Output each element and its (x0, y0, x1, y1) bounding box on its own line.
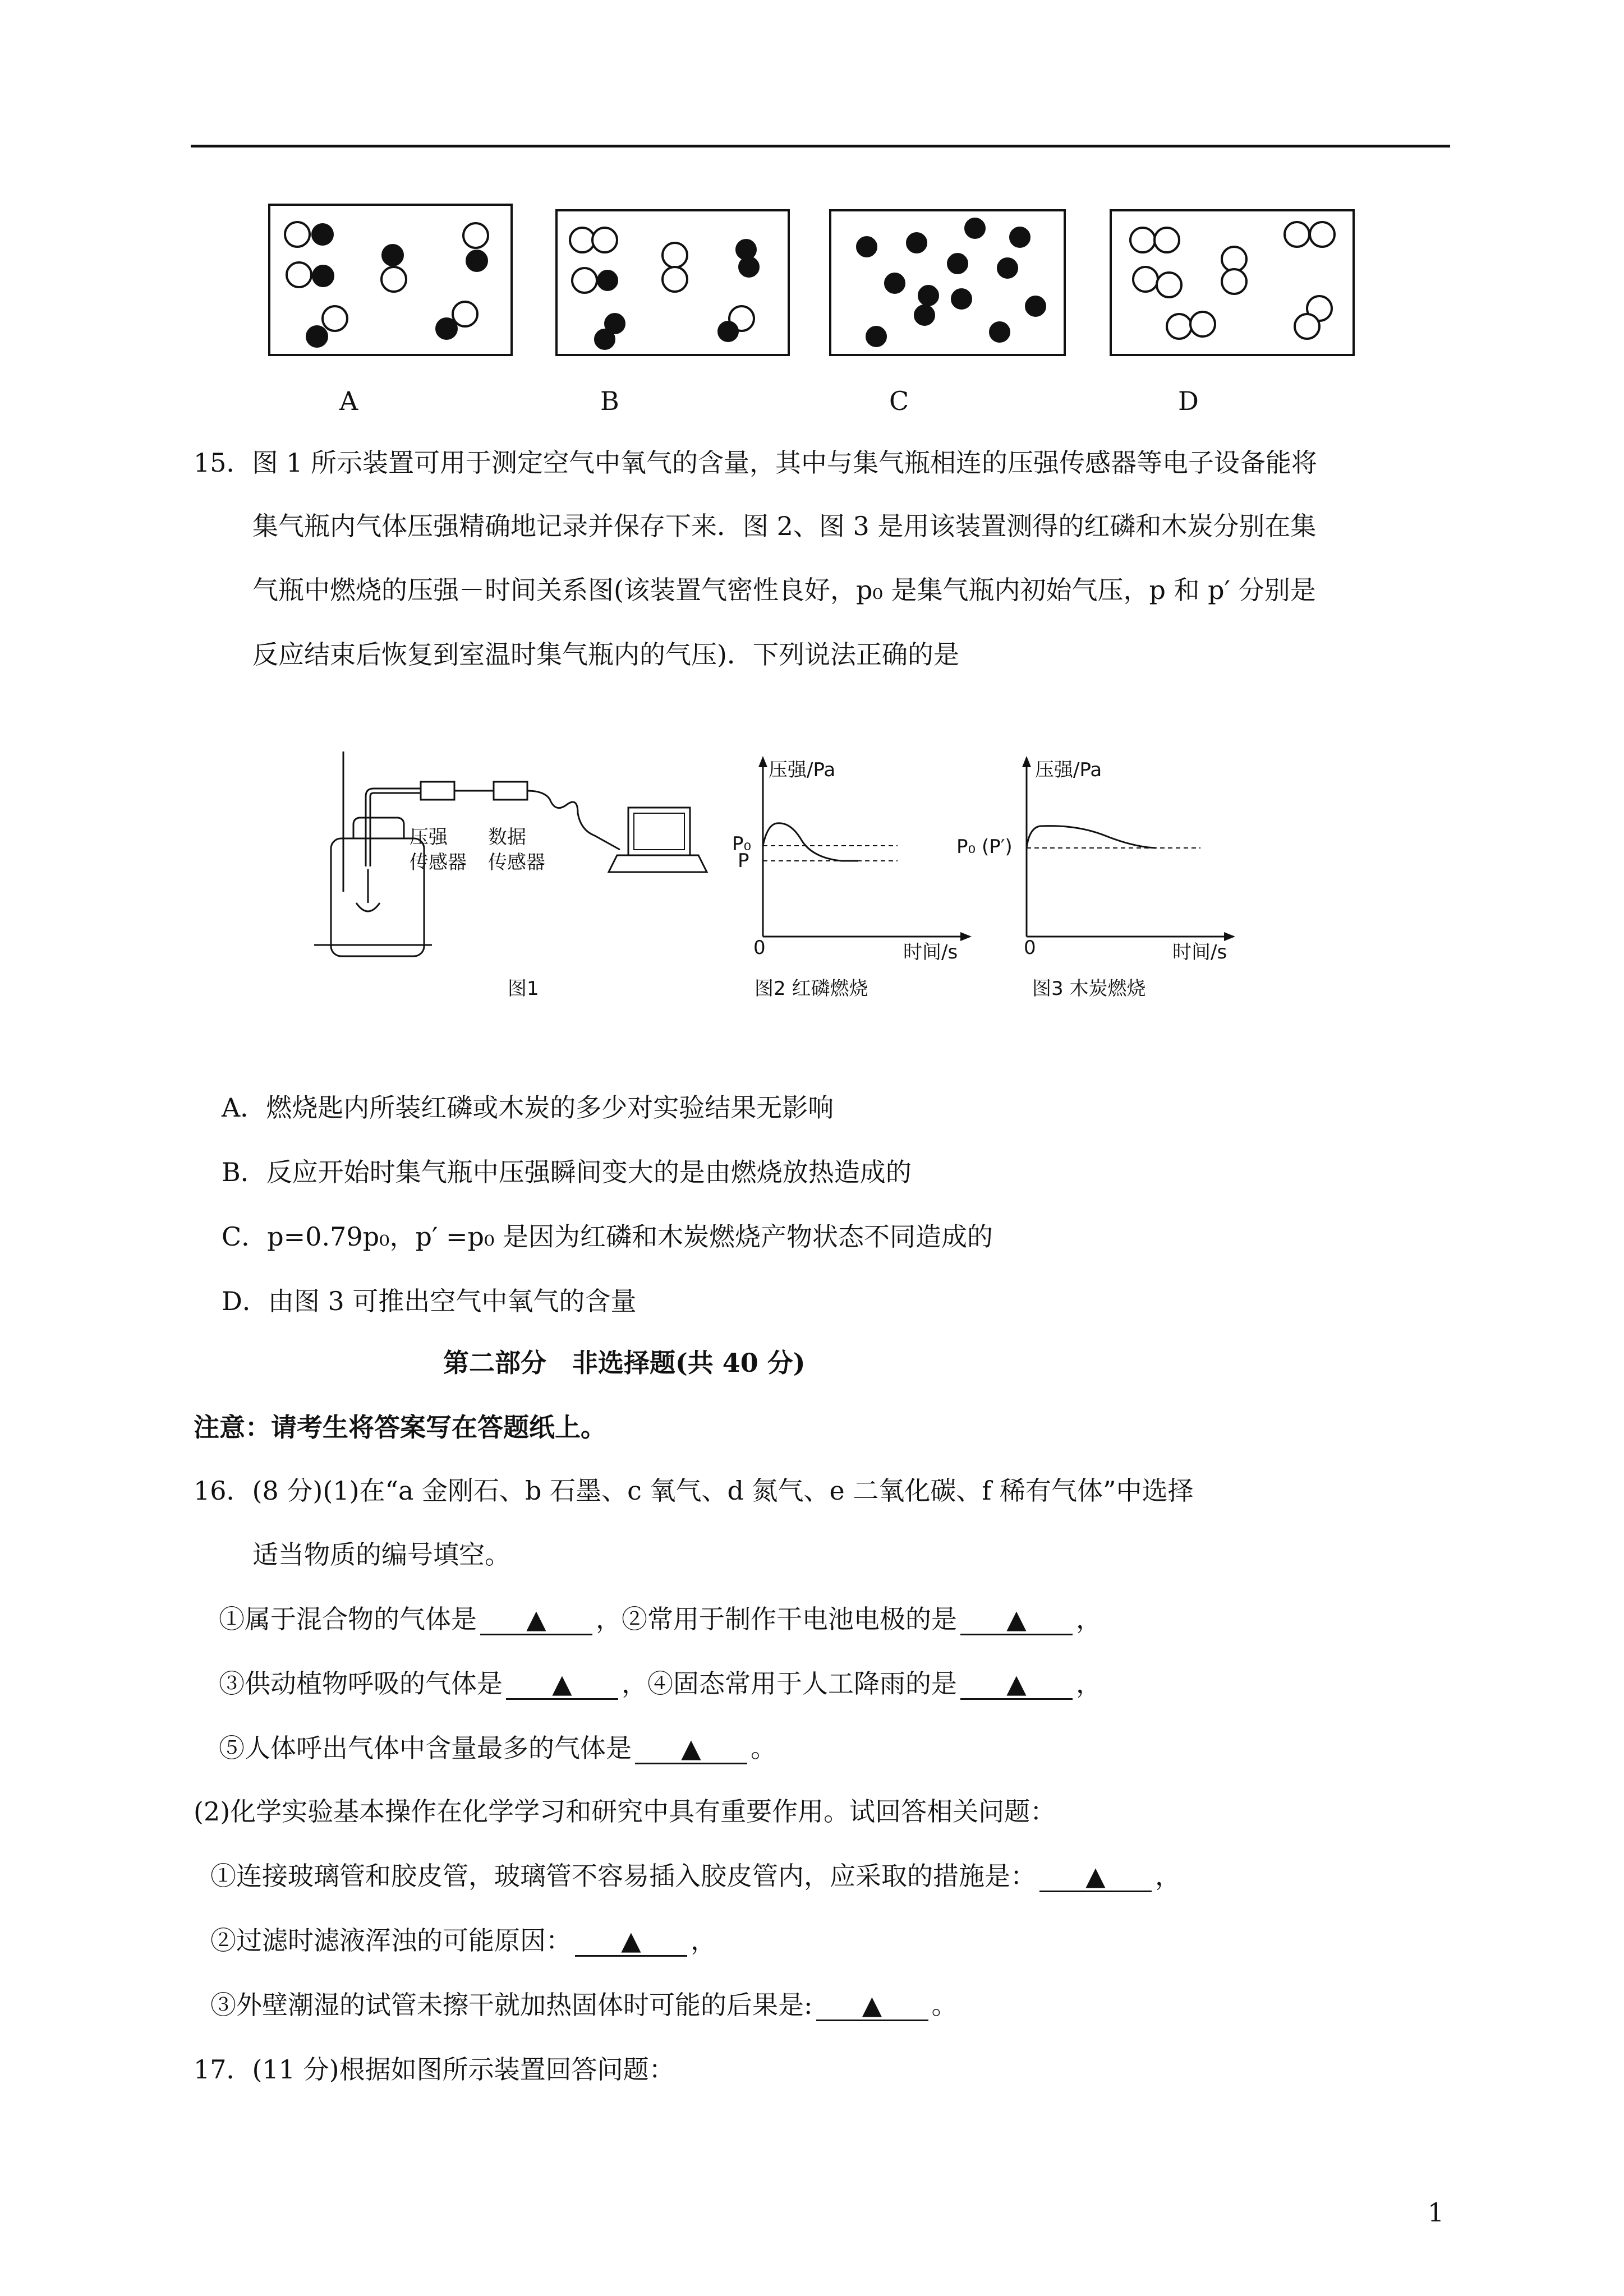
q16-sub-1-text: ①连接玻璃管和胶皮管，玻璃管不容易插入胶皮管内，应采取的措施是： (210, 1861, 1036, 1891)
q16-row-1 (219, 1602, 1102, 1636)
box-label-c: C (889, 386, 909, 416)
fig1-sensor1-label-1: 压强 (410, 826, 448, 849)
q16-sub-1 (210, 1859, 1181, 1893)
q15-line-3: 气瓶中燃烧的压强－时间关系图(该装置气密性良好，p₀ 是集气瓶内初始气压，p 和 p′ 分别是 (252, 575, 1316, 605)
fig3-caption: 图3 木炭燃烧 (1032, 978, 1146, 1000)
box-c (830, 210, 1065, 355)
q15-line-4: 反应结束后恢复到室温时集气瓶内的气压)．下列说法正确的是 (252, 639, 959, 670)
q15-line-2: 集气瓶内气体压强精确地记录并保存下来．图 2、图 3 是用该装置测得的红磷和木炭分别在集 (252, 511, 1317, 541)
fig3-origin: 0 (1024, 937, 1036, 959)
q16-row-2-end: ， (1076, 1668, 1102, 1699)
fig1-caption: 图1 (508, 978, 539, 1000)
box-b (556, 210, 789, 355)
header-rule (191, 145, 1450, 147)
q16-intro-2: 适当物质的编号填空。 (252, 1539, 510, 1570)
q15-option-b: B．反应开始时集气瓶中压强瞬间变大的是由燃烧放热造成的 (222, 1157, 912, 1187)
fig2-origin: 0 (753, 937, 766, 959)
q15-option-a: A．燃烧匙内所装红磷或木炭的多少对实验结果无影响 (222, 1092, 834, 1123)
answer-blank-6[interactable]: ▲ (1039, 1861, 1152, 1892)
fig2-p: P (738, 850, 749, 872)
q16-sub-1-end: ， (1155, 1861, 1181, 1891)
particle-diagrams (0, 196, 1624, 421)
fig2-ylabel: 压强/Pa (769, 759, 836, 781)
answer-blank-5[interactable]: ▲ (635, 1733, 747, 1764)
answer-blank-4[interactable]: ▲ (960, 1669, 1073, 1700)
fig3-chart (993, 751, 1257, 965)
q15-line-1: 15．图 1 所示装置可用于测定空气中氧气的含量，其中与集气瓶相连的压强传感器等电子设备能将 (194, 448, 1318, 478)
q16-row-3 (219, 1731, 776, 1765)
q15-option-d: D．由图 3 可推出空气中氧气的含量 (222, 1286, 637, 1316)
fig2-p0: P₀ (732, 833, 752, 855)
page-number: 1 (1428, 2197, 1444, 2228)
box-a (269, 205, 512, 355)
fig1-sensor2-label-1: 数据 (488, 826, 526, 849)
q17-intro: 17．(11 分)根据如图所示装置回答问题： (194, 2054, 675, 2085)
q16-sub-3-end: 。 (931, 1990, 958, 2020)
q16-sub-2-end: ， (691, 1925, 716, 1956)
q16-part2-intro: (2)化学实验基本操作在化学学习和研究中具有重要作用。试回答相关问题： (194, 1796, 1056, 1827)
q16-intro-1: 16．(8 分)(1)在“a 金刚石、b 石墨、c 氧气、d 氮气、e 二氧化碳、f 稀有气体”中选择 (194, 1476, 1194, 1506)
fig2-xlabel: 时间/s (903, 941, 958, 963)
part2-heading: 第二部分 非选择题(共 40 分) (443, 1348, 806, 1378)
fig2-chart (729, 751, 993, 965)
q15-option-c: C．p=0.79p₀，p′ =p₀ 是因为红磷和木炭燃烧产物状态不同造成的 (222, 1221, 993, 1252)
q16-sub-2-text: ②过滤时滤液浑浊的可能原因： (210, 1925, 572, 1956)
fig2-caption: 图2 红磷燃烧 (755, 978, 868, 1000)
answer-blank-1[interactable]: ▲ (480, 1605, 592, 1635)
part2-note: 注意：请考生将答案写在答题纸上。 (194, 1412, 606, 1442)
answer-blank-8[interactable]: ▲ (816, 1990, 928, 2021)
q16-row-3-end: 。 (751, 1733, 776, 1763)
q16-item-4-text: ，④固态常用于人工降雨的是 (622, 1668, 957, 1699)
q16-item-2-text: ，②常用于制作干电池电极的是 (596, 1604, 957, 1634)
box-d (1111, 210, 1354, 355)
q16-item-3-text: ③供动植物呼吸的气体是 (219, 1668, 503, 1699)
fig3-xlabel: 时间/s (1172, 941, 1227, 963)
q16-item-5-text: ⑤人体呼出气体中含量最多的气体是 (219, 1733, 632, 1763)
q16-sub-3 (210, 1988, 958, 2022)
answer-blank-2[interactable]: ▲ (960, 1605, 1073, 1635)
fig3-ylabel: 压强/Pa (1035, 759, 1102, 781)
answer-blank-7[interactable]: ▲ (575, 1926, 687, 1957)
q16-sub-2 (210, 1924, 716, 1957)
answer-blank-3[interactable]: ▲ (506, 1669, 618, 1700)
q16-row-1-end: ， (1076, 1604, 1102, 1634)
q16-sub-3-text: ③外壁潮湿的试管未擦干就加热固体时可能的后果是: (210, 1990, 813, 2020)
box-label-d: D (1178, 386, 1199, 416)
fig3-p0: P₀ (P′) (956, 836, 1013, 858)
q16-item-1-text: ①属于混合物的气体是 (219, 1604, 477, 1634)
box-label-a: A (339, 386, 358, 416)
box-label-b: B (600, 386, 619, 416)
fig1-sensor1-label-2: 传感器 (410, 851, 467, 874)
q16-row-2 (219, 1667, 1102, 1700)
fig1-sensor2-label-2: 传感器 (488, 851, 545, 874)
